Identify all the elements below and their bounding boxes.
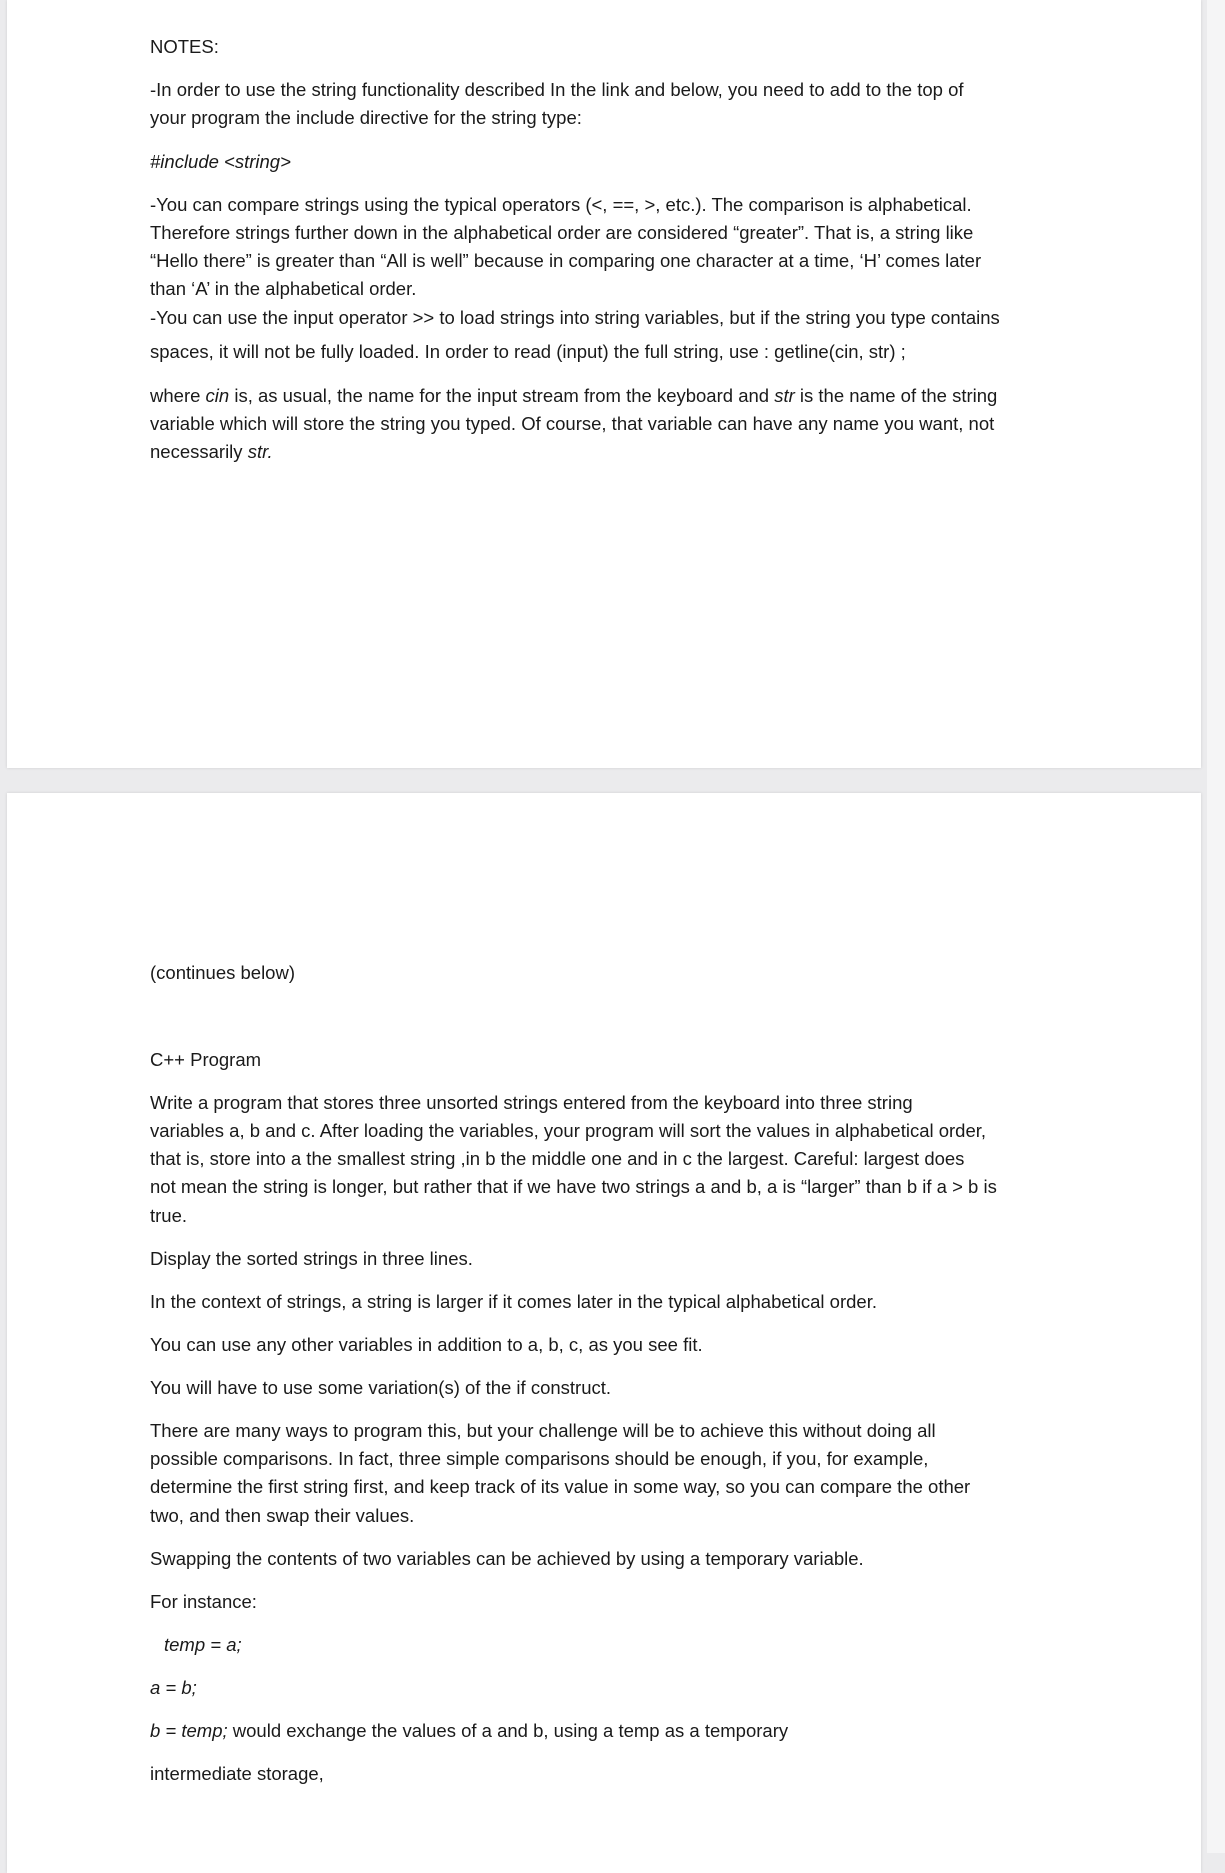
- section-title: C++ Program: [150, 1049, 262, 1070]
- document-page-1: [7, 0, 1201, 768]
- cin-term: cin: [205, 385, 230, 406]
- notes-paragraph-1-line-1: -In order to use the string functionality described In the link and below, you need to add to the top of: [150, 79, 964, 100]
- notes-paragraph-3-line-2: spaces, it will not be fully loaded. In order to read (input) the full string, use : getline(cin, str) ;: [150, 341, 906, 362]
- if-construct-note: You will have to use some variation(s) of the if construct.: [150, 1377, 612, 1398]
- notes-paragraph-2-line-1: -You can compare strings using the typical operators (<, ==, >, etc.). The comparison is alphabetical.: [150, 194, 972, 215]
- notes-paragraph-2-line-3: “Hello there” is greater than “All is well” because in comparing one character at a time, ‘H’ comes later: [150, 250, 982, 271]
- code-line-2: a = b;: [150, 1677, 197, 1698]
- challenge-paragraph-line-4: two, and then swap their values.: [150, 1505, 415, 1526]
- assignment-paragraph-line-5: true.: [150, 1205, 188, 1226]
- challenge-paragraph-line-2: possible comparisons. In fact, three simple comparisons should be enough, if you, for example,: [150, 1448, 929, 1469]
- document-page-2: [7, 793, 1201, 1873]
- text-run: is, as usual, the name for the input stream from the keyboard and: [229, 385, 775, 406]
- code-line-1: temp = a;: [164, 1634, 242, 1655]
- closing-line: intermediate storage,: [150, 1763, 324, 1784]
- notes-paragraph-2-line-4: than ‘A’ in the alphabetical order.: [150, 278, 417, 299]
- notes-heading: NOTES:: [150, 36, 219, 57]
- challenge-paragraph-line-1: There are many ways to program this, but your challenge will be to achieve this without doing all: [150, 1420, 936, 1441]
- code-line-3: [150, 1717, 1090, 1746]
- context-note: In the context of strings, a string is larger if it comes later in the typical alphabetical order.: [150, 1291, 877, 1312]
- continues-below-note: (continues below): [150, 962, 295, 983]
- display-instruction: Display the sorted strings in three lines.: [150, 1248, 473, 1269]
- text-run: is the name of the string: [794, 385, 998, 406]
- text-run: where: [150, 385, 206, 406]
- right-gutter: [1207, 0, 1225, 1853]
- str-term: str.: [247, 441, 273, 462]
- notes-paragraph-4-line-1: [150, 382, 1090, 411]
- assignment-paragraph-line-1: Write a program that stores three unsorted strings entered from the keyboard into three string: [150, 1092, 913, 1113]
- text-run: would exchange the values of a and b, using a temp as a temporary: [227, 1720, 789, 1741]
- assignment-paragraph-line-4: not mean the string is longer, but rather that if we have two strings a and b, a is “larger” than b if a > b is: [150, 1176, 997, 1197]
- challenge-paragraph-line-3: determine the first string first, and keep track of its value in some way, so you can compare the other: [150, 1476, 971, 1497]
- notes-paragraph-4-line-3: [150, 438, 1090, 467]
- str-term: str: [774, 385, 795, 406]
- include-directive: #include <string>: [150, 151, 291, 172]
- swapping-note: Swapping the contents of two variables can be achieved by using a temporary variable.: [150, 1548, 864, 1569]
- notes-paragraph-1-line-2: your program the include directive for the string type:: [150, 107, 582, 128]
- for-instance-label: For instance:: [150, 1591, 257, 1612]
- assignment-paragraph-line-2: variables a, b and c. After loading the variables, your program will sort the values in alphabetical order,: [150, 1120, 987, 1141]
- other-variables-note: You can use any other variables in addition to a, b, c, as you see fit.: [150, 1334, 703, 1355]
- notes-paragraph-4-line-2: variable which will store the string you typed. Of course, that variable can have any name you want, not: [150, 413, 995, 434]
- notes-paragraph-2-line-2: Therefore strings further down in the alphabetical order are considered “greater”. That is, a string like: [150, 222, 974, 243]
- code-snippet: b = temp;: [150, 1720, 228, 1741]
- notes-paragraph-3-line-1: -You can use the input operator >> to load strings into string variables, but if the string you type contains: [150, 307, 1000, 328]
- assignment-paragraph-line-3: that is, store into a the smallest string ,in b the middle one and in c the largest. Careful: largest does: [150, 1148, 965, 1169]
- text-run: necessarily: [150, 441, 248, 462]
